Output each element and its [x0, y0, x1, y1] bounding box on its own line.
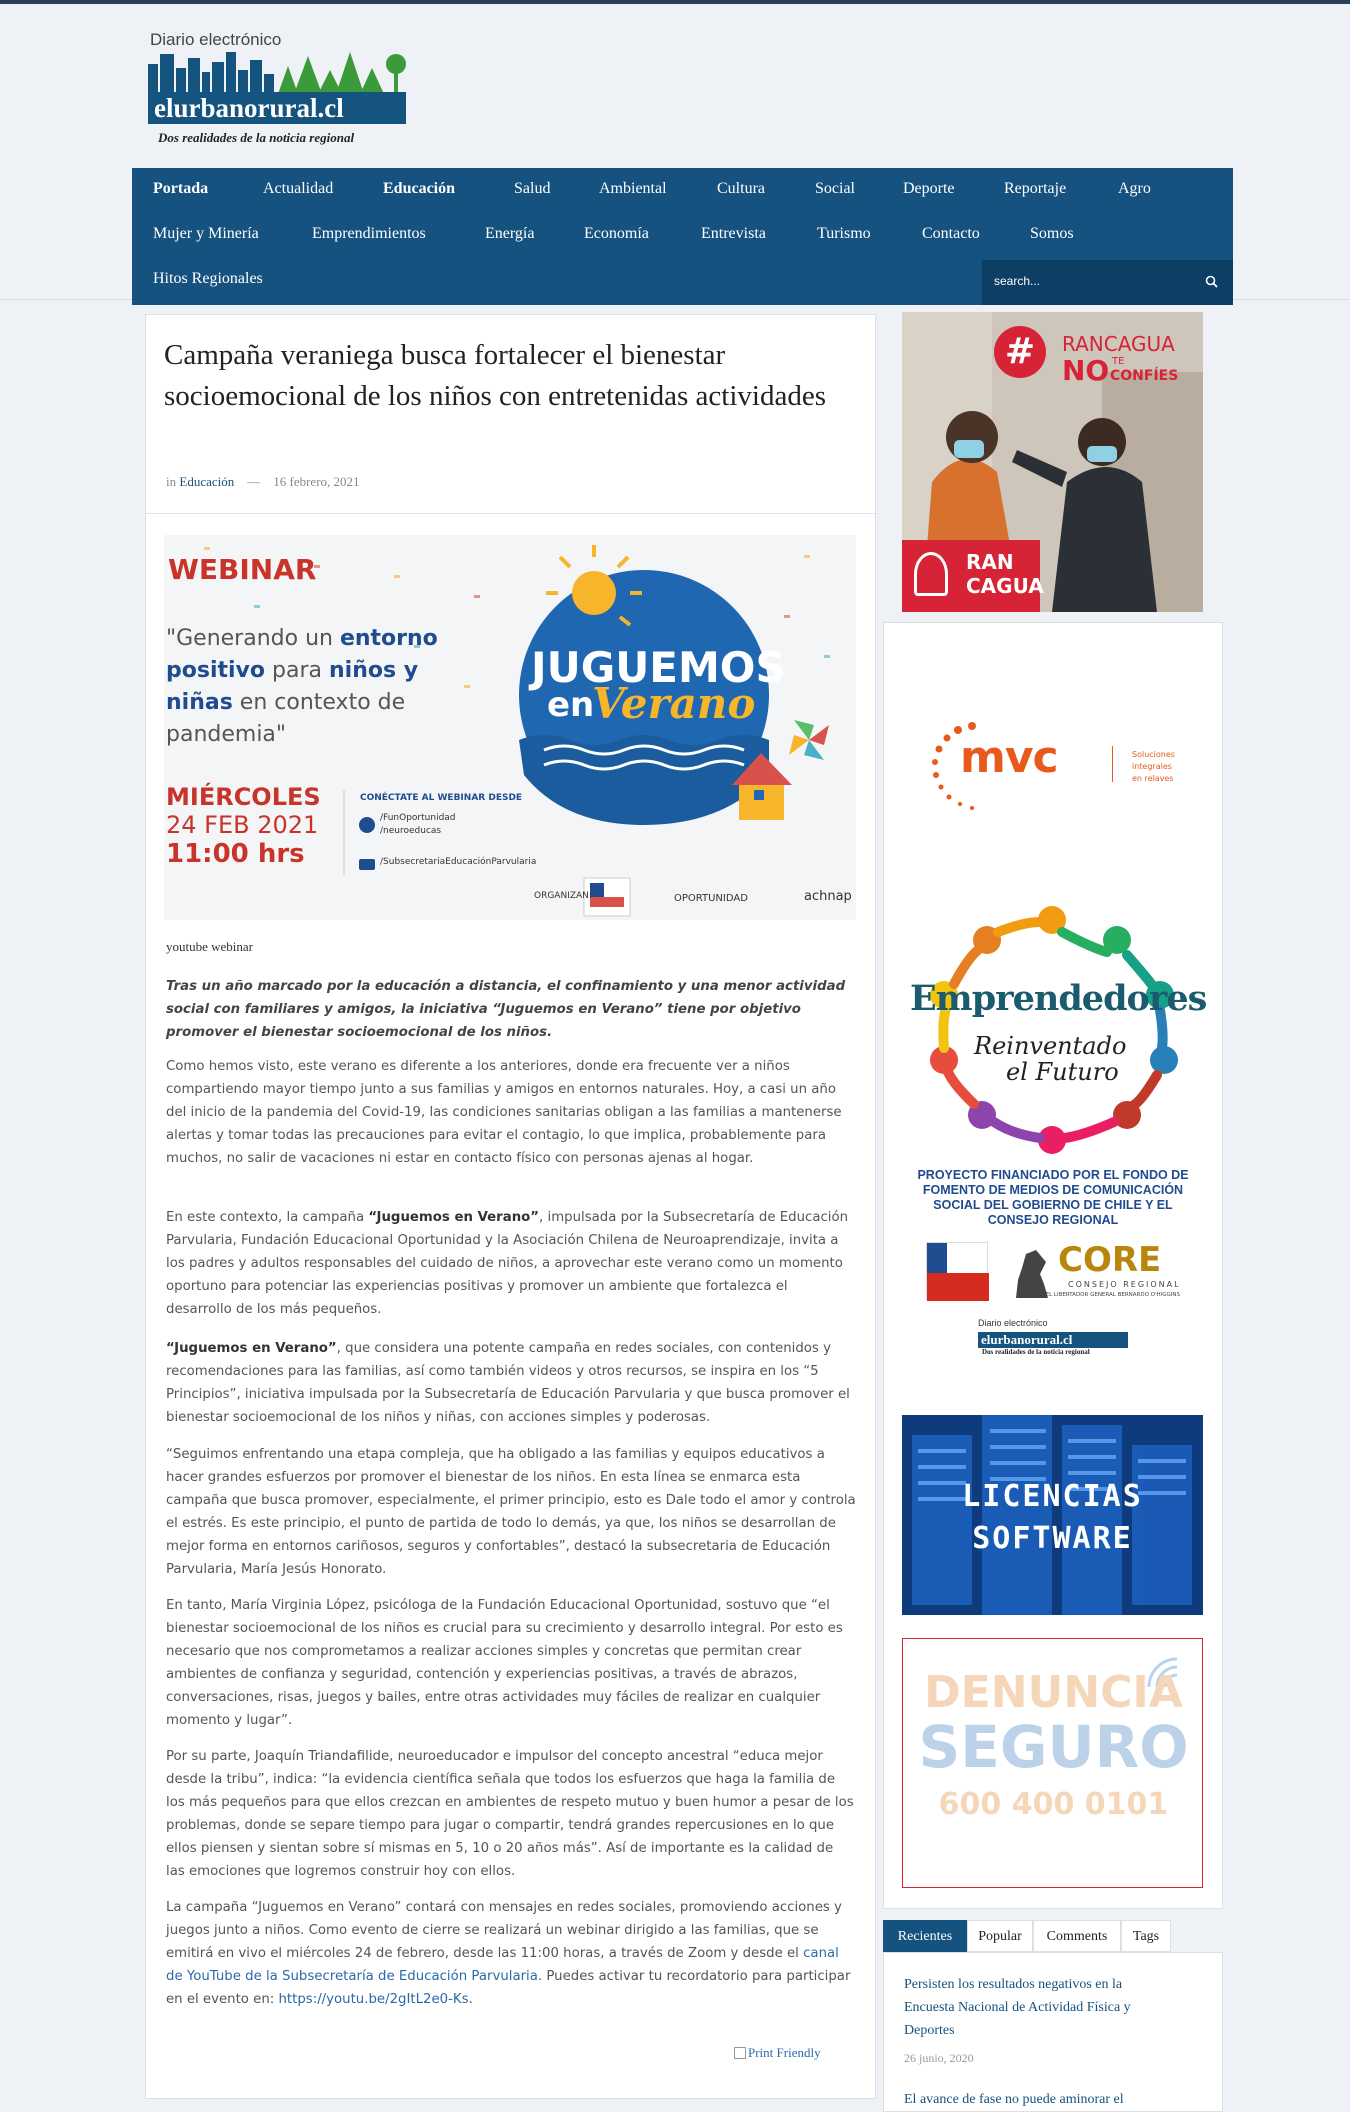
ad-rancagua-line1: RANCAGUA: [1062, 332, 1175, 356]
emprendedores-sub2: el Futuro: [1006, 1058, 1119, 1086]
article-paragraph-7: La campaña “Juguemos en Verano” contará con mensajes en redes sociales, promoviendo acciones y juegos junto a niños. Como evento de cierre se realizará un webinar dirigido a las familias, que se emitirá en vivo el miércoles 24 de febrero, desde las 11:00 horas, a través de Zoom y desde el canal de YouTube de la Subsecretaría de Educación Parvularia. Puedes activar tu recordatorio para participar en el evento en: https://youtu.be/2gItL2e0-Ks.: [166, 1900, 851, 2007]
recent-post-title[interactable]: Persisten los resultados negativos en la Encuesta Nacional de Actividad Física y Deportes: [904, 1977, 1131, 2038]
article-paragraph-2: En este contexto, la campaña “Juguemos en Verano”, impulsada por la Subsecretaría de Educación Parvularia, Fundación Educacional Oportunidad y la Asociación Chilena de Neuroaprendizaje, invita a los padres y adultos responsables del cuidado de niños, a aprovechar este verano como un momento oportuno para potenciar las experiencias positivas y promover un ambiente que fortalezca el desarrollo de los más pequeños.: [166, 1210, 849, 1317]
nav-item-somos[interactable]: Somos: [1030, 225, 1074, 242]
nav-item-reportaje[interactable]: Reportaje: [1004, 180, 1067, 197]
ad-rancagua-confies: CONFÍES: [1110, 368, 1179, 384]
emprendedores-title: Emprendedores: [910, 978, 1207, 1019]
article-paragraph-6: Por su parte, Joaquín Triandafilide, neuroeducador e impulsor del concepto ancestral “educa mejor desde la tribu”, indica: “la evidencia científica señala que todos los esfuerzos que haga la familia de los más pequeños para que ellos crezcan en ambientes de respeto mutuo y buen humor a pesar de los problemas, donde se separe tiempo para jugar o compartir, tendrá grandes repercusiones en lo que ellos piensen y sientan sobre sí mismas en 5, 10 o 20 años más”. Así de importante es la calidad de las emociones que logremos construir hoy con ellos.: [166, 1749, 854, 1879]
emprendedores-people-ring: [902, 900, 1203, 1160]
rancagua-r-icon: [914, 552, 948, 596]
denuncia-line1: DENUNCIA: [924, 1667, 1183, 1718]
tab-comments[interactable]: Comments: [1033, 1920, 1121, 1952]
search-icon[interactable]: [1204, 274, 1220, 290]
mvc-logo-text: mvc: [960, 732, 1058, 783]
search-box: [982, 260, 1233, 305]
nav-item-emprendimientos[interactable]: Emprendimientos: [312, 225, 426, 242]
core-logo-text: CORE: [1058, 1240, 1162, 1280]
tab-popular[interactable]: Popular: [967, 1920, 1033, 1952]
main-nav: [132, 168, 1233, 305]
banner-org2: achnap: [804, 889, 852, 904]
denuncia-line2: SEGURO: [918, 1713, 1189, 1781]
nav-item-cultura[interactable]: Cultura: [717, 180, 765, 197]
article-paragraph-1: Como hemos visto, este verano es diferente a los anteriores, donde era frecuente ver a niños compartiendo mayor tiempo junto a sus familias y amigos en entornos naturales. Hoy, a casi un año del inicio de la pandemia del Covid-19, las condiciones sanitarias obligan a las familias a mantenerse alertas y tomar todas las precauciones para evitar el contagio, lo que implica, probablemente para muchos, no salir de vacaciones ni estar en contacto físico con personas ajenas al hogar.: [166, 1059, 842, 1166]
pinwheel-icon: [789, 720, 829, 760]
nav-item-energia[interactable]: Energía: [485, 225, 535, 242]
article-paragraph-5: En tanto, María Virginia López, psicóloga de la Fundación Educacional Oportunidad, sostuvo que “el bienestar socioemocional de los niños es crucial para su crecimiento y desarrollo integral. Por esto es necesario que nos comprometamos a realizar acciones simples y concretas que permitan crear ambientes de confianza y seguridad, contención y experiencias positivas, a través de abrazos, conversaciones, risas, juegos y bailes, entre otras actividades muy fáciles de realizar en cualquier momento y lugar”.: [166, 1598, 843, 1728]
ad-rancagua-brand: RAN CAGUA: [902, 540, 1040, 612]
webinar-banner-image: [164, 535, 856, 920]
logo-tagline: Dos realidades de la noticia regional: [158, 130, 355, 145]
ad-denuncia-seguro[interactable]: [902, 1638, 1203, 1888]
nav-item-salud[interactable]: Salud: [514, 180, 551, 197]
article-title: Campaña veraniega busca fortalecer el bienestar socioemocional de los niños con entretenidas actividades: [164, 339, 826, 412]
tab-tags[interactable]: Tags: [1121, 1920, 1171, 1952]
divider: [146, 513, 875, 514]
recent-post-title[interactable]: El avance de fase no puede aminorar el: [904, 2092, 1124, 2107]
logo-prefix: Diario electrónico: [150, 30, 282, 49]
nav-item-actualidad[interactable]: Actualidad: [263, 180, 334, 197]
emprendedores-funding: PROYECTO FINANCIADO POR EL FONDO DE FOMENTO DE MEDIOS DE COMUNICACIÓN SOCIAL DEL GOBIERNO DE CHILE Y EL CONSEJO REGIONAL: [917, 1168, 1189, 1227]
meta-separator: —: [247, 474, 261, 489]
article-paragraph-3: “Juguemos en Verano”, que considera una potente campaña en redes sociales, con contenidos y recomendaciones para las familias, así como también videos y otros recursos, se inspira en los “5 Principios”, iniciativa impulsada por la Subsecretaría de Educación Parvularia y que busca promover el bienestar socioemocional de los niños y niñas, con acciones simples y poderosas.: [166, 1341, 850, 1425]
youtube-channel-link[interactable]: canal de YouTube de la Subsecretaría de Educación Parvularia: [166, 1946, 839, 1984]
print-friendly-button[interactable]: Print Friendly: [734, 2045, 821, 2061]
banner-fb1: /FunOportunidad: [380, 813, 456, 823]
nav-item-educacion[interactable]: Educación: [383, 180, 456, 197]
emprendedores-sub1: Reinventado: [974, 1032, 1127, 1060]
logo-name: elurbanorural.cl: [148, 92, 406, 124]
print-icon: [734, 2047, 746, 2059]
nav-item-agro[interactable]: Agro: [1118, 180, 1151, 197]
nav-item-economia[interactable]: Economía: [584, 225, 649, 242]
article-card: [145, 314, 876, 2099]
banner-fb2: /neuroeducas: [380, 826, 442, 836]
gob-chile-logo: [926, 1242, 988, 1300]
banner-yt: /SubsecretariaEducaciónParvularia: [380, 857, 537, 867]
banner-org1: OPORTUNIDAD: [674, 893, 748, 904]
ad-rancagua-hash-badge: #: [994, 326, 1046, 378]
banner-quote: "Generando un entorno positivo para niños y niñas en contexto de pandemia": [166, 626, 438, 747]
licencias-line1: LICENCIAS: [962, 1479, 1143, 1514]
article-lead: Tras un año marcado por la educación a distancia, el confinamiento y una menor actividad social con familiares y amigos, la iniciativa “Juguemos en Verano” tiene por objetivo promover el bienestar socioemocional de los niños.: [166, 979, 846, 1040]
licencias-line2: SOFTWARE: [972, 1521, 1133, 1556]
banner-logo-juguemos: JUGUEMOS: [531, 643, 786, 692]
banner-day: MIÉRCOLES: [166, 783, 321, 811]
banner-logo-en: en: [547, 685, 595, 725]
mvc-divider: [1112, 746, 1113, 782]
emprendedores-site-logo: elurbanorural.cl: [978, 1332, 1128, 1348]
server-racks-image: [902, 1415, 1203, 1615]
search-input[interactable]: [994, 274, 1194, 288]
nav-item-contacto[interactable]: Contacto: [922, 225, 980, 242]
article-date: 16 febrero, 2021: [273, 474, 360, 489]
banner-organizan: ORGANIZAN:: [534, 891, 592, 901]
article-category-link[interactable]: Educación: [179, 474, 235, 489]
site-logo[interactable]: [148, 24, 418, 154]
article-paragraph-4: “Seguimos enfrentando una etapa compleja, que ha obligado a las familias y equipos educativos a hacer grandes esfuerzos por promover el bienestar de los niños. En esta línea se enmarca esta campaña que busca promover, especialmente, el primer principio, esto es Dale todo el amor y controla el estrés. Es este principio, el punto de partida de todo lo demás, ya que, los niños se desarrollan de mejor forma en entornos cariñosos, seguros y confortables”, destacó la subsecretaria de Educación Parvularia, María Jesús Honorato.: [166, 1447, 856, 1577]
denuncia-phone: 600 400 0101: [938, 1787, 1169, 1822]
tab-recientes[interactable]: Recientes: [883, 1920, 967, 1952]
ad-rancagua-te: TE: [1112, 356, 1125, 367]
article-meta: [166, 474, 360, 490]
banner-connect: CONÉCTATE AL WEBINAR DESDE: [360, 793, 523, 803]
banner-logo-verano: Verano: [592, 679, 756, 728]
nav-item-turismo[interactable]: Turismo: [817, 225, 871, 242]
ad-rancagua[interactable]: [902, 312, 1203, 612]
meta-in: in: [166, 474, 177, 489]
site-header: [0, 4, 1350, 300]
nav-item-deporte[interactable]: Deporte: [903, 180, 955, 197]
ad-licencias-software[interactable]: [902, 1415, 1203, 1615]
recent-posts-list: [883, 1952, 1223, 2112]
nav-item-social[interactable]: Social: [815, 180, 855, 197]
banner-time: 11:00 hrs: [166, 839, 305, 869]
banner-webinar-label: WEBINAR: [168, 553, 317, 586]
nav-item-hitos-regionales[interactable]: Hitos Regionales: [153, 270, 263, 287]
image-caption: youtube webinar: [166, 939, 254, 954]
city-skyline-icon: [148, 50, 418, 94]
ad-mvc[interactable]: mvc Soluciones integrales en relaves: [902, 668, 1203, 868]
youtube-video-link[interactable]: https://youtu.be/2gItL2e0-Ks: [278, 1992, 469, 2007]
nav-item-portada[interactable]: Portada: [153, 180, 209, 197]
recent-post-date: 26 junio, 2020: [904, 2051, 974, 2065]
nav-item-ambiental[interactable]: Ambiental: [599, 180, 667, 197]
nav-item-mujer-mineria[interactable]: Mujer y Minería: [153, 225, 259, 242]
banner-date: 24 FEB 2021: [166, 811, 319, 839]
ad-rancagua-line2: NO: [1062, 354, 1110, 387]
nav-item-entrevista[interactable]: Entrevista: [701, 225, 766, 242]
ad-emprendedores[interactable]: Emprendedores Reinventado el Futuro PROYECTO FINANCIADO POR EL FONDO DE FOMENTO DE MEDIOS DE COMUNICACIÓN SOCIAL DEL GOBIERNO DE CHILE Y EL CONSEJO REGIONAL CORE CONSEJO REGIONAL REGIÓN DEL LIBERTADOR GENERAL BERNARDO O'HIGGINS Diario electrónico elurbanorural.cl Dos realidades de la noticia regional: [902, 900, 1203, 1355]
